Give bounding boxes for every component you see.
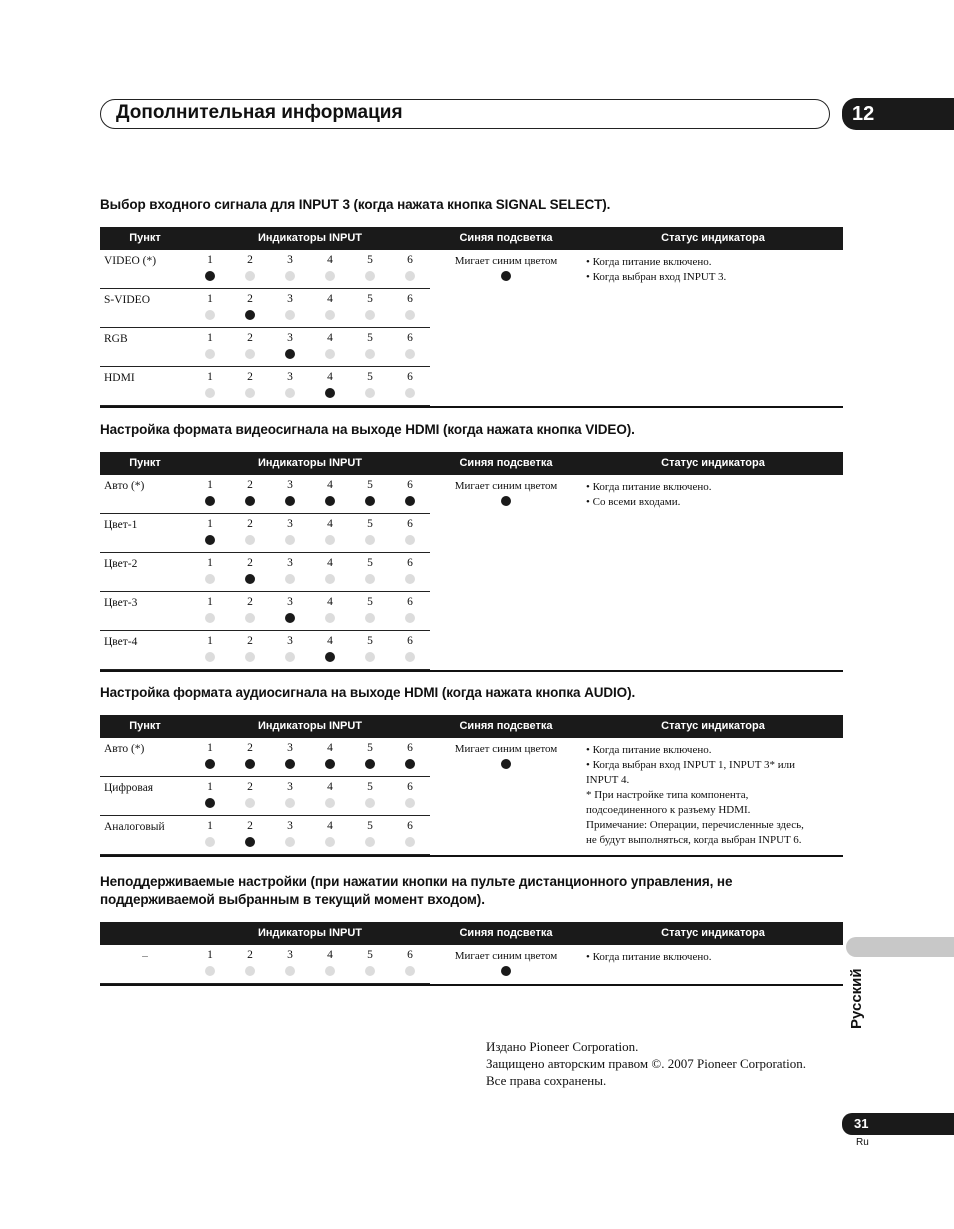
table-row (100, 328, 430, 367)
indicator-lit-icon (245, 574, 255, 584)
column-indicators: Индикаторы INPUT (257, 232, 363, 244)
indicator-off-icon (405, 966, 415, 976)
input-number-4: 4 (327, 371, 333, 383)
indicator-off-icon (325, 310, 335, 320)
indicator-off-icon (285, 388, 295, 398)
indicator-off-icon (285, 966, 295, 976)
table-row (100, 631, 430, 670)
indicator-off-icon (365, 574, 375, 584)
table-row (100, 816, 430, 855)
indicator-lit-icon (205, 496, 215, 506)
input-number-4: 4 (327, 254, 333, 266)
column-indicators: Индикаторы INPUT (257, 927, 363, 939)
section-1-table (100, 227, 843, 408)
input-number-2: 2 (247, 518, 253, 530)
indicator-lit-icon (325, 388, 335, 398)
status-cell (586, 743, 843, 848)
indicator-off-icon (285, 652, 295, 662)
input-number-3: 3 (287, 635, 293, 647)
row-label: S-VIDEO (104, 294, 150, 306)
status-line: • Когда выбран вход INPUT 1, INPUT 3* или (586, 759, 795, 771)
column-status: Статус индикатора (661, 232, 765, 244)
input-number-5: 5 (367, 479, 373, 491)
status-line: * При настройке типа компонента, (586, 789, 749, 801)
row-label: Цвет-4 (104, 636, 138, 648)
page-number-badge: 31 (842, 1113, 954, 1135)
indicator-off-icon (405, 652, 415, 662)
table-header (100, 227, 843, 250)
column-item: Пункт (129, 232, 161, 244)
indicator-lit-icon (245, 496, 255, 506)
input-number-4: 4 (327, 596, 333, 608)
table-row (100, 289, 430, 328)
indicator-off-icon (245, 613, 255, 623)
indicator-off-icon (405, 349, 415, 359)
indicator-lit-icon (245, 759, 255, 769)
indicator-off-icon (205, 966, 215, 976)
input-number-2: 2 (247, 635, 253, 647)
input-number-1: 1 (207, 254, 213, 266)
input-number-1: 1 (207, 820, 213, 832)
indicator-off-icon (405, 388, 415, 398)
input-number-1: 1 (207, 518, 213, 530)
table-row (100, 514, 430, 553)
input-number-3: 3 (287, 742, 293, 754)
row-label: Цвет-2 (104, 558, 138, 570)
indicator-lit-icon (325, 496, 335, 506)
input-number-5: 5 (367, 332, 373, 344)
indicator-off-icon (245, 349, 255, 359)
indicator-off-icon (285, 271, 295, 281)
blue-light-text: Мигает синим цветом (454, 743, 558, 755)
indicator-off-icon (405, 271, 415, 281)
chapter-number-badge: 12 (842, 98, 954, 130)
input-number-5: 5 (367, 557, 373, 569)
status-line: • Когда питание включено. (586, 951, 712, 963)
input-number-4: 4 (327, 949, 333, 961)
indicator-off-icon (325, 837, 335, 847)
indicator-off-icon (205, 613, 215, 623)
status-line: • Когда выбран вход INPUT 3. (586, 271, 727, 283)
blue-light-dot-icon (501, 966, 511, 976)
blue-light-cell (431, 743, 581, 755)
copyright-line: Защищено авторским правом ©. 2007 Pioneer Corporation. (486, 1056, 807, 1071)
indicator-off-icon (405, 574, 415, 584)
input-number-6: 6 (407, 479, 413, 491)
input-number-1: 1 (207, 635, 213, 647)
indicator-off-icon (325, 349, 335, 359)
indicator-off-icon (405, 310, 415, 320)
table-row (100, 250, 430, 289)
column-indicators: Индикаторы INPUT (257, 457, 363, 469)
input-number-2: 2 (247, 742, 253, 754)
input-number-1: 1 (207, 371, 213, 383)
input-number-6: 6 (407, 820, 413, 832)
row-label: – (142, 950, 148, 962)
table-body (100, 738, 843, 857)
input-number-3: 3 (287, 371, 293, 383)
section-3-heading: Настройка формата аудиосигнала на выходе HDMI (когда нажата кнопка AUDIO). (100, 685, 636, 700)
input-number-3: 3 (287, 293, 293, 305)
status-cell (586, 950, 843, 965)
column-indicators: Индикаторы INPUT (257, 720, 363, 732)
input-number-4: 4 (327, 820, 333, 832)
column-blue-light: Синяя подсветка (459, 232, 553, 244)
column-item: Пункт (129, 457, 161, 469)
column-status: Статус индикатора (661, 720, 765, 732)
input-number-6: 6 (407, 781, 413, 793)
input-number-4: 4 (327, 557, 333, 569)
indicator-lit-icon (245, 310, 255, 320)
input-number-1: 1 (207, 781, 213, 793)
column-blue-light: Синяя подсветка (459, 927, 553, 939)
indicator-lit-icon (325, 652, 335, 662)
publisher-line: Издано Pioneer Corporation. (486, 1039, 639, 1054)
input-number-3: 3 (287, 596, 293, 608)
column-item: Пункт (129, 720, 161, 732)
input-number-5: 5 (367, 596, 373, 608)
table-row (100, 367, 430, 406)
indicator-off-icon (365, 388, 375, 398)
input-number-2: 2 (247, 371, 253, 383)
indicator-off-icon (365, 966, 375, 976)
column-blue-light: Синяя подсветка (459, 457, 553, 469)
language-side-tab (846, 937, 954, 957)
table-header (100, 922, 843, 945)
input-number-6: 6 (407, 557, 413, 569)
input-number-3: 3 (287, 820, 293, 832)
input-number-6: 6 (407, 254, 413, 266)
indicator-off-icon (365, 613, 375, 623)
blue-light-cell (431, 480, 581, 492)
row-label: RGB (104, 333, 128, 345)
input-number-6: 6 (407, 518, 413, 530)
input-number-5: 5 (367, 371, 373, 383)
input-number-4: 4 (327, 635, 333, 647)
indicator-off-icon (205, 310, 215, 320)
indicator-off-icon (365, 535, 375, 545)
row-label: Авто (*) (104, 743, 145, 755)
indicator-off-icon (325, 966, 335, 976)
input-number-5: 5 (367, 949, 373, 961)
input-number-3: 3 (287, 781, 293, 793)
section-2-table (100, 452, 843, 672)
table-row (100, 777, 430, 816)
blue-light-dot-icon (501, 496, 511, 506)
blue-light-dot-icon (501, 271, 511, 281)
section-3-table (100, 715, 843, 857)
input-number-6: 6 (407, 596, 413, 608)
side-language-label: Русский (848, 968, 865, 1029)
input-number-4: 4 (327, 518, 333, 530)
indicator-off-icon (285, 574, 295, 584)
indicator-lit-icon (285, 349, 295, 359)
section-2-heading: Настройка формата видеосигнала на выходе HDMI (когда нажата кнопка VIDEO). (100, 422, 635, 437)
input-number-1: 1 (207, 596, 213, 608)
indicator-off-icon (365, 349, 375, 359)
input-number-5: 5 (367, 293, 373, 305)
indicator-off-icon (405, 613, 415, 623)
indicator-off-icon (405, 798, 415, 808)
indicator-off-icon (285, 310, 295, 320)
blue-light-dot-icon (501, 759, 511, 769)
indicator-off-icon (245, 535, 255, 545)
table-header (100, 715, 843, 738)
indicator-off-icon (365, 310, 375, 320)
indicator-lit-icon (285, 496, 295, 506)
blue-light-cell (431, 255, 581, 267)
indicator-off-icon (205, 388, 215, 398)
indicator-off-icon (325, 535, 335, 545)
table-row (100, 553, 430, 592)
table-body (100, 475, 843, 672)
input-number-2: 2 (247, 254, 253, 266)
input-number-3: 3 (287, 949, 293, 961)
input-number-4: 4 (327, 781, 333, 793)
row-label: HDMI (104, 372, 135, 384)
column-status: Статус индикатора (661, 927, 765, 939)
input-number-2: 2 (247, 596, 253, 608)
blue-light-text: Мигает синим цветом (454, 480, 558, 492)
input-number-3: 3 (287, 254, 293, 266)
input-number-4: 4 (327, 293, 333, 305)
indicator-off-icon (205, 652, 215, 662)
input-number-5: 5 (367, 635, 373, 647)
indicator-off-icon (245, 966, 255, 976)
status-line: • Когда питание включено. (586, 481, 712, 493)
table-row (100, 738, 430, 777)
indicator-off-icon (325, 613, 335, 623)
indicator-lit-icon (285, 759, 295, 769)
input-number-5: 5 (367, 781, 373, 793)
input-number-3: 3 (287, 479, 293, 491)
status-line: • Когда питание включено. (586, 256, 712, 268)
table-row (100, 475, 430, 514)
input-number-1: 1 (207, 949, 213, 961)
indicator-off-icon (325, 271, 335, 281)
input-number-5: 5 (367, 518, 373, 530)
indicator-off-icon (245, 798, 255, 808)
indicator-lit-icon (205, 271, 215, 281)
indicator-off-icon (365, 652, 375, 662)
input-number-2: 2 (247, 781, 253, 793)
input-number-2: 2 (247, 293, 253, 305)
table-row (100, 592, 430, 631)
indicator-off-icon (245, 271, 255, 281)
input-number-1: 1 (207, 332, 213, 344)
row-label: VIDEO (*) (104, 255, 157, 267)
indicator-lit-icon (365, 759, 375, 769)
status-line: не будут выполняться, когда выбран INPUT 6. (586, 834, 802, 846)
input-number-3: 3 (287, 557, 293, 569)
input-number-6: 6 (407, 293, 413, 305)
chapter-title: Дополнительная информация (116, 102, 403, 123)
column-blue-light: Синяя подсветка (459, 720, 553, 732)
page-language-code: Ru (856, 1137, 869, 1148)
input-number-6: 6 (407, 742, 413, 754)
status-cell (586, 480, 843, 510)
indicator-off-icon (285, 837, 295, 847)
indicator-off-icon (325, 574, 335, 584)
indicator-lit-icon (405, 496, 415, 506)
input-number-3: 3 (287, 518, 293, 530)
input-number-6: 6 (407, 332, 413, 344)
status-line: • Со всеми входами. (586, 496, 681, 508)
table-row (100, 945, 430, 984)
input-number-2: 2 (247, 949, 253, 961)
indicator-off-icon (365, 798, 375, 808)
status-line: Примечание: Операции, перечисленные здесь, (586, 819, 804, 831)
input-number-4: 4 (327, 742, 333, 754)
input-number-1: 1 (207, 293, 213, 305)
input-number-5: 5 (367, 742, 373, 754)
input-number-4: 4 (327, 479, 333, 491)
input-number-6: 6 (407, 635, 413, 647)
indicator-lit-icon (205, 798, 215, 808)
input-number-5: 5 (367, 254, 373, 266)
publisher-info (486, 1038, 806, 1089)
indicator-lit-icon (405, 759, 415, 769)
row-label: Цвет-1 (104, 519, 138, 531)
blue-light-text: Мигает синим цветом (454, 950, 558, 962)
indicator-off-icon (405, 535, 415, 545)
indicator-off-icon (365, 837, 375, 847)
rights-line: Все права сохранены. (486, 1073, 607, 1088)
table-body (100, 250, 843, 408)
indicator-lit-icon (205, 535, 215, 545)
input-number-2: 2 (247, 332, 253, 344)
indicator-lit-icon (285, 613, 295, 623)
column-status: Статус индикатора (661, 457, 765, 469)
status-line: INPUT 4. (586, 774, 630, 786)
indicator-lit-icon (205, 759, 215, 769)
indicator-off-icon (245, 652, 255, 662)
section-4-heading: Неподдерживаемые настройки (при нажатии кнопки на пульте дистанционного управления, не поддерживаемой выбранным в текущий момент входом). (100, 874, 733, 907)
indicator-off-icon (205, 574, 215, 584)
indicator-lit-icon (245, 837, 255, 847)
status-line: • Когда питание включено. (586, 744, 712, 756)
indicator-off-icon (405, 837, 415, 847)
input-number-3: 3 (287, 332, 293, 344)
indicator-off-icon (245, 388, 255, 398)
input-number-6: 6 (407, 371, 413, 383)
input-number-1: 1 (207, 479, 213, 491)
indicator-off-icon (205, 349, 215, 359)
row-label: Цвет-3 (104, 597, 138, 609)
blue-light-text: Мигает синим цветом (454, 255, 558, 267)
input-number-5: 5 (367, 820, 373, 832)
indicator-off-icon (285, 798, 295, 808)
indicator-off-icon (205, 837, 215, 847)
blue-light-cell (431, 950, 581, 962)
input-number-2: 2 (247, 557, 253, 569)
input-number-6: 6 (407, 949, 413, 961)
indicator-off-icon (285, 535, 295, 545)
status-line: подсоединенного к разъему HDMI. (586, 804, 751, 816)
input-number-1: 1 (207, 557, 213, 569)
indicator-off-icon (365, 271, 375, 281)
input-number-4: 4 (327, 332, 333, 344)
table-header (100, 452, 843, 475)
table-body (100, 945, 843, 986)
indicator-off-icon (325, 798, 335, 808)
status-cell (586, 255, 843, 285)
row-label: Цифровая (104, 782, 154, 794)
row-label: Авто (*) (104, 480, 145, 492)
input-number-1: 1 (207, 742, 213, 754)
indicator-lit-icon (325, 759, 335, 769)
input-number-2: 2 (247, 820, 253, 832)
input-number-2: 2 (247, 479, 253, 491)
section-4-table (100, 922, 843, 986)
row-label: Аналоговый (104, 821, 165, 833)
indicator-lit-icon (365, 496, 375, 506)
section-1-heading: Выбор входного сигнала для INPUT 3 (когда нажата кнопка SIGNAL SELECT). (100, 197, 611, 212)
